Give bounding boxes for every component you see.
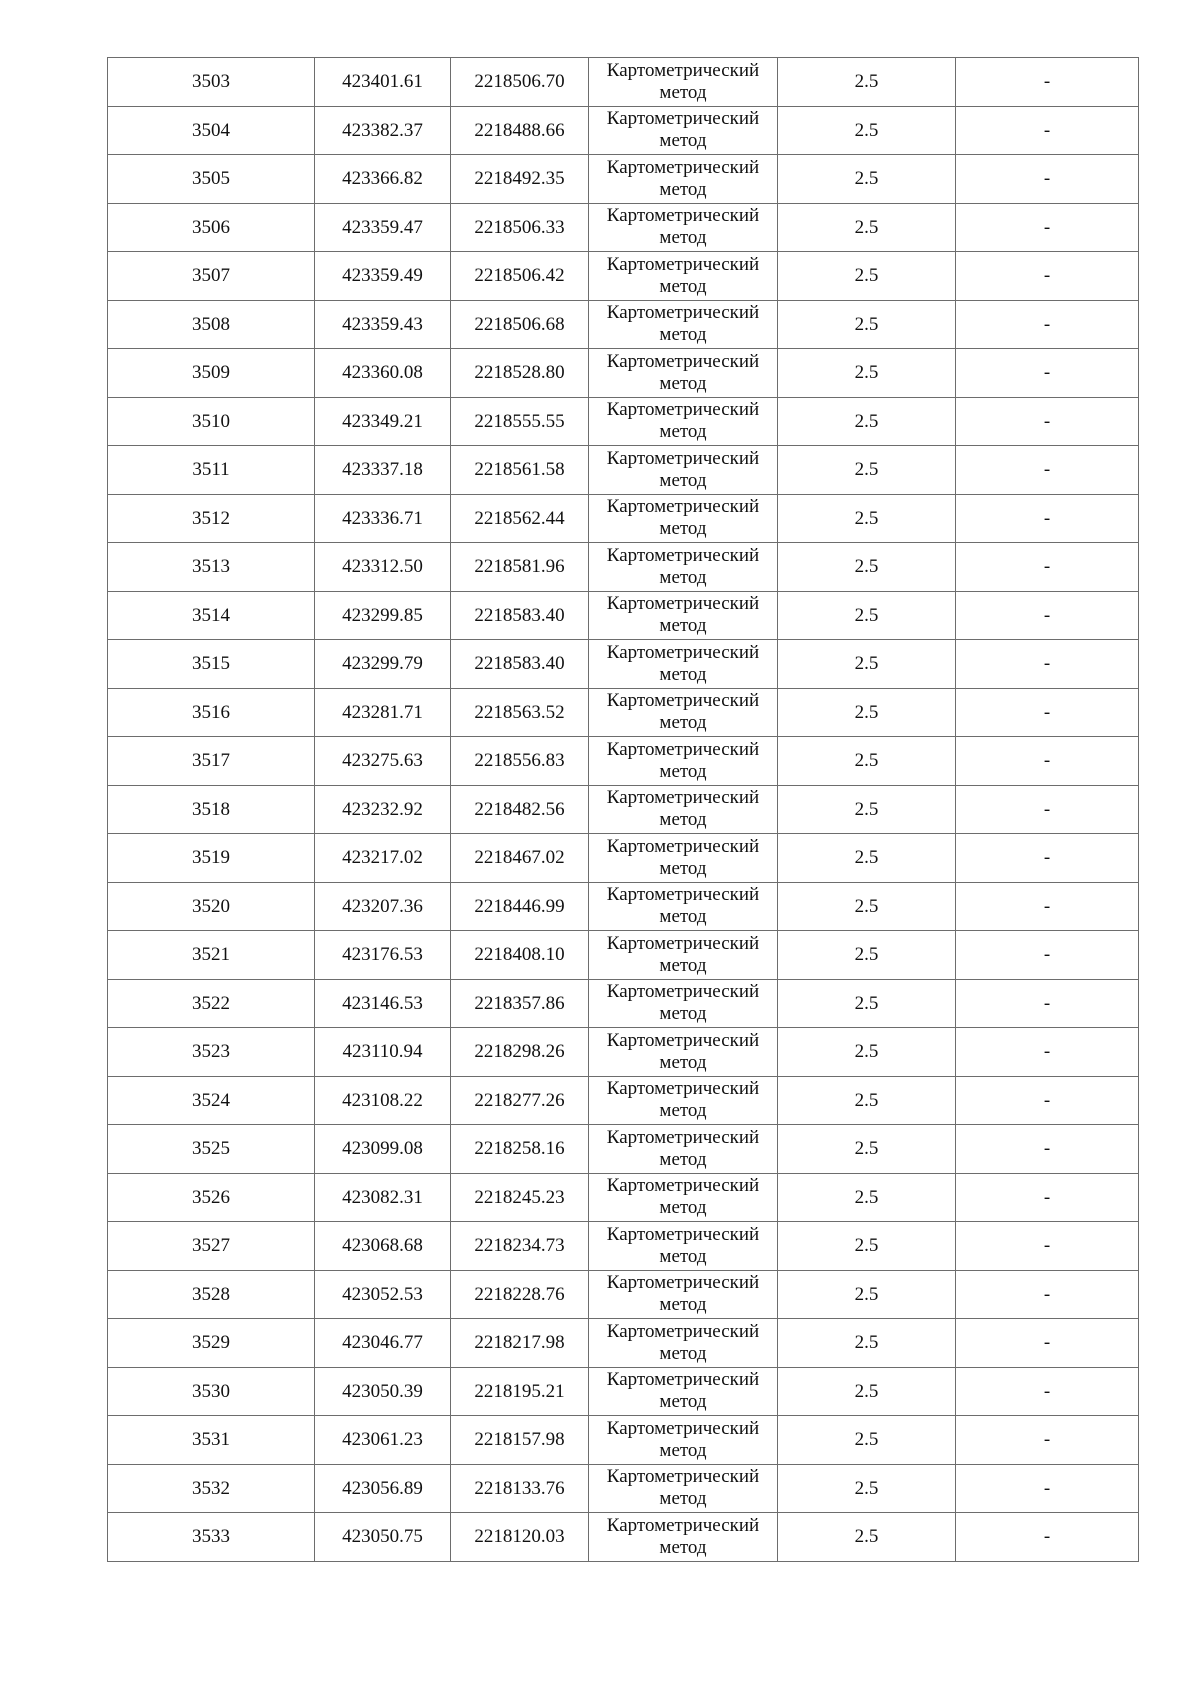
- table-row: [108, 931, 1139, 980]
- y-coordinate-cell: 2218583.40: [451, 640, 589, 689]
- method-cell: [589, 1319, 778, 1368]
- point-number-cell: 3507: [108, 252, 315, 301]
- method-line-2: метод: [659, 857, 707, 879]
- note-cell: -: [956, 203, 1139, 252]
- y-coordinate-cell: 2218245.23: [451, 1173, 589, 1222]
- method-line-1: Картометрический: [606, 253, 760, 275]
- accuracy-cell: 2.5: [778, 543, 956, 592]
- method-line-2: метод: [659, 227, 707, 249]
- note-cell: -: [956, 931, 1139, 980]
- method-line-1: Картометрический: [606, 690, 760, 712]
- method-line-2: метод: [659, 1536, 707, 1558]
- x-coordinate-cell: 423146.53: [315, 979, 451, 1028]
- point-number-cell: 3530: [108, 1367, 315, 1416]
- method-cell: [589, 688, 778, 737]
- method-cell: [589, 1367, 778, 1416]
- y-coordinate-cell: 2218446.99: [451, 882, 589, 931]
- note-cell: -: [956, 834, 1139, 883]
- point-number-cell: 3524: [108, 1076, 315, 1125]
- method-line-2: метод: [659, 760, 707, 782]
- method-line-2: метод: [659, 1488, 707, 1510]
- method-line-1: Картометрический: [606, 641, 760, 663]
- accuracy-cell: 2.5: [778, 1173, 956, 1222]
- method-cell: [589, 446, 778, 495]
- table-row: [108, 494, 1139, 543]
- x-coordinate-cell: 423061.23: [315, 1416, 451, 1465]
- x-coordinate-cell: 423232.92: [315, 785, 451, 834]
- table-row: [108, 252, 1139, 301]
- method-line-1: Картометрический: [606, 59, 760, 81]
- table-row: [108, 591, 1139, 640]
- method-cell: [589, 300, 778, 349]
- accuracy-cell: 2.5: [778, 931, 956, 980]
- y-coordinate-cell: 2218561.58: [451, 446, 589, 495]
- method-line-2: метод: [659, 906, 707, 928]
- method-cell: [589, 1028, 778, 1077]
- method-line-1: Картометрический: [606, 1029, 760, 1051]
- method-cell: [589, 882, 778, 931]
- method-line-2: метод: [659, 1148, 707, 1170]
- y-coordinate-cell: 2218563.52: [451, 688, 589, 737]
- y-coordinate-cell: 2218217.98: [451, 1319, 589, 1368]
- point-number-cell: 3531: [108, 1416, 315, 1465]
- y-coordinate-cell: 2218482.56: [451, 785, 589, 834]
- coordinates-table-body: [108, 58, 1139, 1562]
- note-cell: -: [956, 640, 1139, 689]
- note-cell: -: [956, 785, 1139, 834]
- method-line-2: метод: [659, 1003, 707, 1025]
- method-line-1: Картометрический: [606, 1466, 760, 1488]
- y-coordinate-cell: 2218506.42: [451, 252, 589, 301]
- method-line-1: Картометрический: [606, 835, 760, 857]
- table-row: [108, 834, 1139, 883]
- method-line-1: Картометрический: [606, 1272, 760, 1294]
- accuracy-cell: 2.5: [778, 591, 956, 640]
- table-row: [108, 1416, 1139, 1465]
- method-line-1: Картометрический: [606, 593, 760, 615]
- point-number-cell: 3512: [108, 494, 315, 543]
- method-line-1: Картометрический: [606, 496, 760, 518]
- note-cell: -: [956, 106, 1139, 155]
- method-line-2: метод: [659, 81, 707, 103]
- table-row: [108, 58, 1139, 107]
- table-row: [108, 1222, 1139, 1271]
- method-cell: [589, 979, 778, 1028]
- y-coordinate-cell: 2218133.76: [451, 1464, 589, 1513]
- table-row: [108, 1319, 1139, 1368]
- method-cell: [589, 931, 778, 980]
- accuracy-cell: 2.5: [778, 979, 956, 1028]
- point-number-cell: 3517: [108, 737, 315, 786]
- note-cell: -: [956, 494, 1139, 543]
- note-cell: -: [956, 349, 1139, 398]
- point-number-cell: 3510: [108, 397, 315, 446]
- y-coordinate-cell: 2218506.33: [451, 203, 589, 252]
- accuracy-cell: 2.5: [778, 737, 956, 786]
- method-cell: [589, 252, 778, 301]
- point-number-cell: 3519: [108, 834, 315, 883]
- note-cell: -: [956, 1173, 1139, 1222]
- accuracy-cell: 2.5: [778, 1270, 956, 1319]
- accuracy-cell: 2.5: [778, 1028, 956, 1077]
- note-cell: -: [956, 300, 1139, 349]
- method-line-1: Картометрический: [606, 447, 760, 469]
- x-coordinate-cell: 423281.71: [315, 688, 451, 737]
- method-cell: [589, 591, 778, 640]
- method-line-2: метод: [659, 1342, 707, 1364]
- accuracy-cell: 2.5: [778, 58, 956, 107]
- x-coordinate-cell: 423360.08: [315, 349, 451, 398]
- table-row: [108, 397, 1139, 446]
- x-coordinate-cell: 423217.02: [315, 834, 451, 883]
- method-line-2: метод: [659, 566, 707, 588]
- x-coordinate-cell: 423046.77: [315, 1319, 451, 1368]
- method-cell: [589, 834, 778, 883]
- document-page: [107, 57, 1138, 1562]
- method-cell: [589, 640, 778, 689]
- method-line-1: Картометрический: [606, 981, 760, 1003]
- point-number-cell: 3509: [108, 349, 315, 398]
- table-row: [108, 1367, 1139, 1416]
- accuracy-cell: 2.5: [778, 300, 956, 349]
- table-row: [108, 640, 1139, 689]
- method-line-2: метод: [659, 372, 707, 394]
- note-cell: -: [956, 1125, 1139, 1174]
- accuracy-cell: 2.5: [778, 397, 956, 446]
- method-line-2: метод: [659, 469, 707, 491]
- note-cell: -: [956, 1367, 1139, 1416]
- y-coordinate-cell: 2218195.21: [451, 1367, 589, 1416]
- x-coordinate-cell: 423050.75: [315, 1513, 451, 1562]
- table-row: [108, 1464, 1139, 1513]
- method-line-2: метод: [659, 712, 707, 734]
- method-line-1: Картометрический: [606, 1417, 760, 1439]
- method-cell: [589, 1416, 778, 1465]
- y-coordinate-cell: 2218488.66: [451, 106, 589, 155]
- y-coordinate-cell: 2218555.55: [451, 397, 589, 446]
- method-line-2: метод: [659, 1391, 707, 1413]
- method-cell: [589, 1222, 778, 1271]
- note-cell: -: [956, 1222, 1139, 1271]
- point-number-cell: 3508: [108, 300, 315, 349]
- accuracy-cell: 2.5: [778, 688, 956, 737]
- table-row: [108, 882, 1139, 931]
- accuracy-cell: 2.5: [778, 640, 956, 689]
- x-coordinate-cell: 423099.08: [315, 1125, 451, 1174]
- note-cell: -: [956, 591, 1139, 640]
- note-cell: -: [956, 1464, 1139, 1513]
- x-coordinate-cell: 423359.43: [315, 300, 451, 349]
- accuracy-cell: 2.5: [778, 1416, 956, 1465]
- method-line-2: метод: [659, 130, 707, 152]
- x-coordinate-cell: 423207.36: [315, 882, 451, 931]
- method-line-2: метод: [659, 809, 707, 831]
- method-line-2: метод: [659, 275, 707, 297]
- method-cell: [589, 106, 778, 155]
- accuracy-cell: 2.5: [778, 494, 956, 543]
- point-number-cell: 3521: [108, 931, 315, 980]
- note-cell: -: [956, 1319, 1139, 1368]
- x-coordinate-cell: 423337.18: [315, 446, 451, 495]
- method-cell: [589, 1270, 778, 1319]
- y-coordinate-cell: 2218120.03: [451, 1513, 589, 1562]
- x-coordinate-cell: 423052.53: [315, 1270, 451, 1319]
- y-coordinate-cell: 2218506.68: [451, 300, 589, 349]
- coordinates-table: [107, 57, 1139, 1562]
- note-cell: -: [956, 1513, 1139, 1562]
- y-coordinate-cell: 2218581.96: [451, 543, 589, 592]
- table-row: [108, 737, 1139, 786]
- table-row: [108, 979, 1139, 1028]
- point-number-cell: 3515: [108, 640, 315, 689]
- y-coordinate-cell: 2218298.26: [451, 1028, 589, 1077]
- method-line-2: метод: [659, 518, 707, 540]
- method-line-1: Картометрический: [606, 932, 760, 954]
- table-row: [108, 155, 1139, 204]
- method-cell: [589, 737, 778, 786]
- point-number-cell: 3505: [108, 155, 315, 204]
- accuracy-cell: 2.5: [778, 1076, 956, 1125]
- note-cell: -: [956, 252, 1139, 301]
- point-number-cell: 3527: [108, 1222, 315, 1271]
- y-coordinate-cell: 2218277.26: [451, 1076, 589, 1125]
- x-coordinate-cell: 423366.82: [315, 155, 451, 204]
- table-row: [108, 1173, 1139, 1222]
- point-number-cell: 3523: [108, 1028, 315, 1077]
- accuracy-cell: 2.5: [778, 203, 956, 252]
- accuracy-cell: 2.5: [778, 785, 956, 834]
- table-row: [108, 1028, 1139, 1077]
- method-line-1: Картометрический: [606, 302, 760, 324]
- x-coordinate-cell: 423359.49: [315, 252, 451, 301]
- method-line-1: Картометрический: [606, 544, 760, 566]
- note-cell: -: [956, 543, 1139, 592]
- point-number-cell: 3516: [108, 688, 315, 737]
- method-line-1: Картометрический: [606, 156, 760, 178]
- table-row: [108, 446, 1139, 495]
- accuracy-cell: 2.5: [778, 155, 956, 204]
- x-coordinate-cell: 423050.39: [315, 1367, 451, 1416]
- y-coordinate-cell: 2218357.86: [451, 979, 589, 1028]
- accuracy-cell: 2.5: [778, 834, 956, 883]
- method-line-1: Картометрический: [606, 205, 760, 227]
- accuracy-cell: 2.5: [778, 1367, 956, 1416]
- accuracy-cell: 2.5: [778, 1464, 956, 1513]
- x-coordinate-cell: 423312.50: [315, 543, 451, 592]
- point-number-cell: 3520: [108, 882, 315, 931]
- method-line-1: Картометрический: [606, 350, 760, 372]
- method-cell: [589, 1125, 778, 1174]
- method-cell: [589, 543, 778, 592]
- x-coordinate-cell: 423275.63: [315, 737, 451, 786]
- method-line-2: метод: [659, 324, 707, 346]
- x-coordinate-cell: 423108.22: [315, 1076, 451, 1125]
- accuracy-cell: 2.5: [778, 882, 956, 931]
- note-cell: -: [956, 1270, 1139, 1319]
- note-cell: -: [956, 1076, 1139, 1125]
- method-line-1: Картометрический: [606, 884, 760, 906]
- accuracy-cell: 2.5: [778, 1125, 956, 1174]
- x-coordinate-cell: 423299.85: [315, 591, 451, 640]
- y-coordinate-cell: 2218258.16: [451, 1125, 589, 1174]
- table-row: [108, 106, 1139, 155]
- note-cell: -: [956, 446, 1139, 495]
- method-line-2: метод: [659, 1197, 707, 1219]
- y-coordinate-cell: 2218506.70: [451, 58, 589, 107]
- method-cell: [589, 494, 778, 543]
- accuracy-cell: 2.5: [778, 1513, 956, 1562]
- table-row: [108, 1125, 1139, 1174]
- method-cell: [589, 785, 778, 834]
- method-line-2: метод: [659, 1439, 707, 1461]
- x-coordinate-cell: 423336.71: [315, 494, 451, 543]
- note-cell: -: [956, 155, 1139, 204]
- point-number-cell: 3514: [108, 591, 315, 640]
- method-cell: [589, 155, 778, 204]
- method-cell: [589, 1173, 778, 1222]
- x-coordinate-cell: 423359.47: [315, 203, 451, 252]
- method-line-1: Картометрический: [606, 1078, 760, 1100]
- method-line-1: Картометрический: [606, 1223, 760, 1245]
- note-cell: -: [956, 58, 1139, 107]
- table-row: [108, 203, 1139, 252]
- table-row: [108, 785, 1139, 834]
- method-line-2: метод: [659, 1100, 707, 1122]
- method-line-1: Картометрический: [606, 1320, 760, 1342]
- point-number-cell: 3513: [108, 543, 315, 592]
- point-number-cell: 3533: [108, 1513, 315, 1562]
- accuracy-cell: 2.5: [778, 1222, 956, 1271]
- method-cell: [589, 1076, 778, 1125]
- method-line-1: Картометрический: [606, 1175, 760, 1197]
- method-cell: [589, 203, 778, 252]
- accuracy-cell: 2.5: [778, 446, 956, 495]
- point-number-cell: 3525: [108, 1125, 315, 1174]
- method-line-2: метод: [659, 1051, 707, 1073]
- point-number-cell: 3528: [108, 1270, 315, 1319]
- method-cell: [589, 58, 778, 107]
- method-line-2: метод: [659, 1294, 707, 1316]
- x-coordinate-cell: 423056.89: [315, 1464, 451, 1513]
- method-line-2: метод: [659, 178, 707, 200]
- table-row: [108, 349, 1139, 398]
- table-row: [108, 1513, 1139, 1562]
- point-number-cell: 3506: [108, 203, 315, 252]
- point-number-cell: 3504: [108, 106, 315, 155]
- y-coordinate-cell: 2218492.35: [451, 155, 589, 204]
- method-cell: [589, 1464, 778, 1513]
- method-line-2: метод: [659, 1245, 707, 1267]
- method-cell: [589, 397, 778, 446]
- point-number-cell: 3529: [108, 1319, 315, 1368]
- x-coordinate-cell: 423082.31: [315, 1173, 451, 1222]
- note-cell: -: [956, 397, 1139, 446]
- method-line-2: метод: [659, 663, 707, 685]
- x-coordinate-cell: 423349.21: [315, 397, 451, 446]
- point-number-cell: 3522: [108, 979, 315, 1028]
- method-cell: [589, 349, 778, 398]
- method-line-1: Картометрический: [606, 1514, 760, 1536]
- accuracy-cell: 2.5: [778, 349, 956, 398]
- y-coordinate-cell: 2218528.80: [451, 349, 589, 398]
- x-coordinate-cell: 423299.79: [315, 640, 451, 689]
- y-coordinate-cell: 2218234.73: [451, 1222, 589, 1271]
- method-line-1: Картометрический: [606, 787, 760, 809]
- method-line-1: Картометрический: [606, 108, 760, 130]
- x-coordinate-cell: 423068.68: [315, 1222, 451, 1271]
- x-coordinate-cell: 423382.37: [315, 106, 451, 155]
- y-coordinate-cell: 2218583.40: [451, 591, 589, 640]
- method-line-1: Картометрический: [606, 1126, 760, 1148]
- point-number-cell: 3532: [108, 1464, 315, 1513]
- note-cell: -: [956, 737, 1139, 786]
- method-line-2: метод: [659, 615, 707, 637]
- method-line-2: метод: [659, 954, 707, 976]
- table-row: [108, 300, 1139, 349]
- note-cell: -: [956, 1028, 1139, 1077]
- note-cell: -: [956, 882, 1139, 931]
- y-coordinate-cell: 2218562.44: [451, 494, 589, 543]
- table-row: [108, 688, 1139, 737]
- method-line-2: метод: [659, 421, 707, 443]
- method-line-1: Картометрический: [606, 399, 760, 421]
- point-number-cell: 3511: [108, 446, 315, 495]
- point-number-cell: 3503: [108, 58, 315, 107]
- accuracy-cell: 2.5: [778, 252, 956, 301]
- y-coordinate-cell: 2218467.02: [451, 834, 589, 883]
- method-line-1: Картометрический: [606, 738, 760, 760]
- accuracy-cell: 2.5: [778, 106, 956, 155]
- table-row: [108, 543, 1139, 592]
- point-number-cell: 3518: [108, 785, 315, 834]
- y-coordinate-cell: 2218228.76: [451, 1270, 589, 1319]
- y-coordinate-cell: 2218157.98: [451, 1416, 589, 1465]
- note-cell: -: [956, 688, 1139, 737]
- x-coordinate-cell: 423176.53: [315, 931, 451, 980]
- y-coordinate-cell: 2218556.83: [451, 737, 589, 786]
- method-line-1: Картометрический: [606, 1369, 760, 1391]
- x-coordinate-cell: 423401.61: [315, 58, 451, 107]
- table-row: [108, 1076, 1139, 1125]
- accuracy-cell: 2.5: [778, 1319, 956, 1368]
- table-row: [108, 1270, 1139, 1319]
- y-coordinate-cell: 2218408.10: [451, 931, 589, 980]
- note-cell: -: [956, 979, 1139, 1028]
- x-coordinate-cell: 423110.94: [315, 1028, 451, 1077]
- point-number-cell: 3526: [108, 1173, 315, 1222]
- method-cell: [589, 1513, 778, 1562]
- note-cell: -: [956, 1416, 1139, 1465]
